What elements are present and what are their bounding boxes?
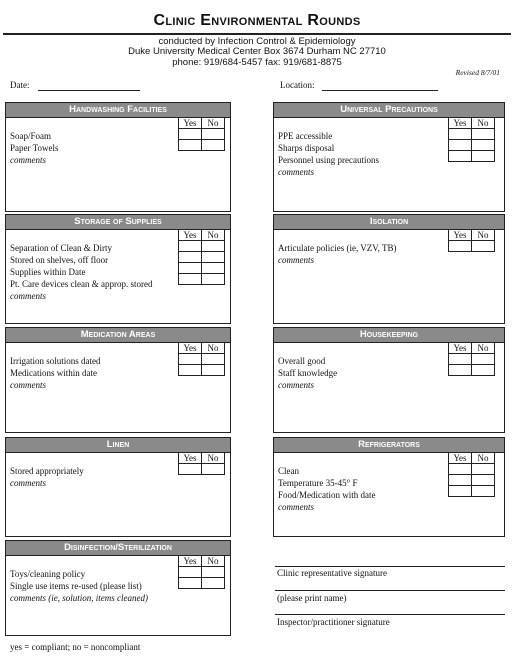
comments-label: comments xyxy=(10,478,46,488)
comments-label: comments (ie, solution, items cleaned) xyxy=(10,593,148,603)
print-name-line[interactable] xyxy=(275,590,505,591)
no-checkbox[interactable] xyxy=(472,241,495,252)
yes-checkbox[interactable] xyxy=(179,578,202,589)
location-field[interactable] xyxy=(322,90,438,91)
comments-label: comments xyxy=(10,291,46,301)
comments-label: comments xyxy=(278,255,314,265)
item-label: Separation of Clean & Dirty xyxy=(10,243,112,253)
yes-checkbox[interactable] xyxy=(449,151,472,162)
item-label: Clean xyxy=(278,466,299,476)
item-label: Toys/cleaning policy xyxy=(10,569,86,579)
checkbox-grid xyxy=(448,229,495,252)
item-label: Personnel using precautions xyxy=(278,155,379,165)
yes-checkbox[interactable] xyxy=(179,365,202,376)
no-checkbox[interactable] xyxy=(202,241,225,252)
comments-label: comments xyxy=(10,155,46,165)
item-label: Irrigation solutions dated xyxy=(10,356,101,366)
no-checkbox[interactable] xyxy=(472,140,495,151)
item-label: Pt. Care devices clean & approp. stored xyxy=(10,279,153,289)
no-checkbox[interactable] xyxy=(202,354,225,365)
no-checkbox[interactable] xyxy=(202,365,225,376)
no-checkbox[interactable] xyxy=(472,475,495,486)
section-title: Isolation xyxy=(274,215,504,230)
yes-checkbox[interactable] xyxy=(179,241,202,252)
no-checkbox[interactable] xyxy=(202,578,225,589)
revision-date: Revised 8/7/01 xyxy=(455,68,500,77)
item-label: Articulate policies (ie, VZV, TB) xyxy=(278,243,397,253)
yes-header: Yes xyxy=(179,343,202,354)
no-checkbox[interactable] xyxy=(202,140,225,151)
housekeeping-section xyxy=(273,327,505,433)
checkbox-grid xyxy=(178,117,225,151)
comments-label: comments xyxy=(278,167,314,177)
yes-checkbox[interactable] xyxy=(179,129,202,140)
no-header: No xyxy=(202,118,225,129)
checkbox-grid xyxy=(448,117,495,162)
yes-checkbox[interactable] xyxy=(179,140,202,151)
location-label: Location: xyxy=(280,80,315,90)
no-header: No xyxy=(472,230,495,241)
date-label: Date: xyxy=(10,80,30,90)
yes-checkbox[interactable] xyxy=(449,464,472,475)
item-label: Temperature 35-45° F xyxy=(278,478,358,488)
disinfection-section xyxy=(5,540,231,636)
yes-header: Yes xyxy=(179,118,202,129)
no-header: No xyxy=(472,343,495,354)
yes-header: Yes xyxy=(179,230,202,241)
yes-checkbox[interactable] xyxy=(449,241,472,252)
checkbox-grid xyxy=(178,555,225,589)
section-title: Medication Areas xyxy=(6,328,230,343)
yes-checkbox[interactable] xyxy=(179,567,202,578)
section-title: Handwashing Facilities xyxy=(6,103,230,118)
refrigerators-section xyxy=(273,437,505,537)
yes-header: Yes xyxy=(449,118,472,129)
no-checkbox[interactable] xyxy=(202,567,225,578)
yes-checkbox[interactable] xyxy=(449,129,472,140)
comments-label: comments xyxy=(278,502,314,512)
yes-checkbox[interactable] xyxy=(449,354,472,365)
section-title: Housekeeping xyxy=(274,328,504,343)
item-label: Soap/Foam xyxy=(10,131,52,141)
section-title: Linen xyxy=(6,438,230,453)
inspector-signature-line[interactable] xyxy=(275,614,505,615)
section-title: Disinfection/Sterilization xyxy=(6,541,230,556)
conducted-by: conducted by Infection Control & Epidemiology xyxy=(158,36,356,47)
item-label: Paper Towels xyxy=(10,143,59,153)
print-name-label: (please print name) xyxy=(277,593,347,603)
checkbox-grid xyxy=(448,342,495,376)
item-label: Supplies within Date xyxy=(10,267,86,277)
item-label: Stored appropriately xyxy=(10,466,84,476)
no-checkbox[interactable] xyxy=(202,263,225,274)
no-checkbox[interactable] xyxy=(472,151,495,162)
date-field[interactable] xyxy=(38,90,140,91)
no-checkbox[interactable] xyxy=(202,274,225,285)
yes-checkbox[interactable] xyxy=(449,140,472,151)
item-label: Single use items re-used (please list) xyxy=(10,581,142,591)
no-checkbox[interactable] xyxy=(202,464,225,475)
medication-section xyxy=(5,327,231,433)
no-checkbox[interactable] xyxy=(472,365,495,376)
form-title: Clinic Environmental Rounds xyxy=(153,12,361,29)
section-title: Storage of Supplies xyxy=(6,215,230,230)
address: Duke University Medical Center Box 3674 Durham NC 27710 xyxy=(128,46,386,57)
item-label: PPE accessible xyxy=(278,131,333,141)
yes-header: Yes xyxy=(179,453,202,464)
no-checkbox[interactable] xyxy=(202,129,225,140)
no-checkbox[interactable] xyxy=(472,354,495,365)
yes-checkbox[interactable] xyxy=(179,354,202,365)
no-checkbox[interactable] xyxy=(472,464,495,475)
yes-header: Yes xyxy=(449,453,472,464)
linen-section xyxy=(5,437,231,537)
inspector-signature-label: Inspector/practitioner signature xyxy=(277,617,390,627)
clinic-rep-signature-line[interactable] xyxy=(275,566,505,567)
section-title: Refrigerators xyxy=(274,438,504,453)
item-label: Food/Medication with date xyxy=(278,490,376,500)
yes-checkbox[interactable] xyxy=(449,365,472,376)
checkbox-grid xyxy=(448,452,495,497)
yes-checkbox[interactable] xyxy=(179,252,202,263)
no-header: No xyxy=(472,118,495,129)
item-label: Stored on shelves, off floor xyxy=(10,255,109,265)
no-checkbox[interactable] xyxy=(472,486,495,497)
yes-checkbox[interactable] xyxy=(449,475,472,486)
yes-checkbox[interactable] xyxy=(179,263,202,274)
no-header: No xyxy=(202,343,225,354)
yes-checkbox[interactable] xyxy=(449,486,472,497)
yes-header: Yes xyxy=(179,556,202,567)
isolation-section xyxy=(273,214,505,324)
no-checkbox[interactable] xyxy=(202,252,225,263)
no-checkbox[interactable] xyxy=(472,129,495,140)
item-label: Overall good xyxy=(278,356,326,366)
checkbox-grid xyxy=(178,342,225,376)
item-label: Staff knowledge xyxy=(278,368,338,378)
phone-fax: phone: 919/684-5457 fax: 919/681-8875 xyxy=(172,57,342,68)
title-divider xyxy=(3,33,511,35)
no-header: No xyxy=(202,230,225,241)
yes-header: Yes xyxy=(449,343,472,354)
clinic-rep-signature-label: Clinic representative signature xyxy=(277,568,387,578)
section-title: Universal Precautions xyxy=(274,103,504,118)
checkbox-grid xyxy=(178,229,225,285)
yes-checkbox[interactable] xyxy=(179,464,202,475)
comments-label: comments xyxy=(10,380,46,390)
no-header: No xyxy=(202,556,225,567)
comments-label: comments xyxy=(278,380,314,390)
checkbox-grid xyxy=(178,452,225,475)
universal-precautions-section xyxy=(273,102,505,212)
no-header: No xyxy=(202,453,225,464)
compliance-legend: yes = compliant; no = noncompliant xyxy=(10,642,141,652)
handwashing-section xyxy=(5,102,231,212)
item-label: Medications within date xyxy=(10,368,97,378)
storage-section xyxy=(5,214,231,324)
yes-checkbox[interactable] xyxy=(179,274,202,285)
no-header: No xyxy=(472,453,495,464)
yes-header: Yes xyxy=(449,230,472,241)
item-label: Sharps disposal xyxy=(278,143,335,153)
